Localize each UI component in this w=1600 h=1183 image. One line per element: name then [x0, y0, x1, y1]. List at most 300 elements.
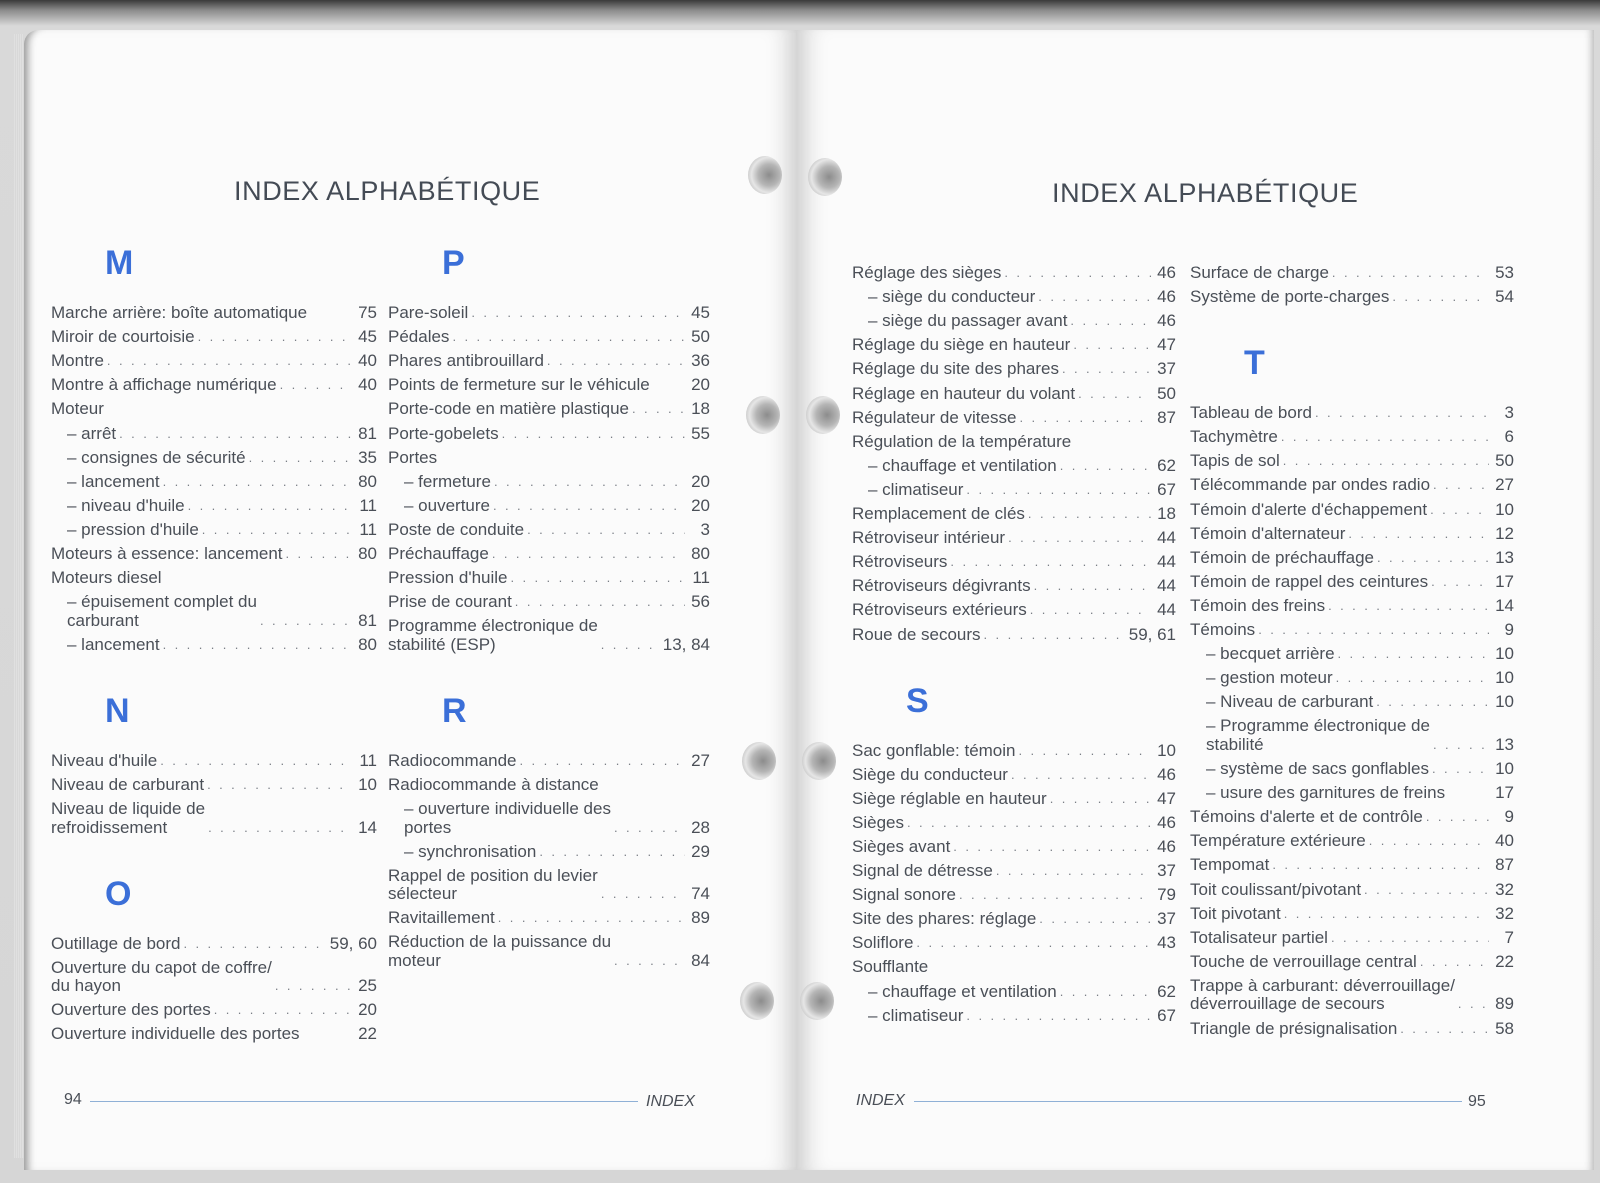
leader-dots — [208, 819, 352, 838]
entry-label: Marche arrière: boîte automatique — [51, 303, 308, 322]
entry-page: 87 — [1157, 407, 1176, 427]
entry-label: Ouverture du capot de coffre/ du hayon — [51, 957, 272, 996]
index-entry — [852, 553, 1176, 572]
index-entry — [1190, 452, 1514, 471]
leader-dots — [1420, 953, 1489, 972]
leader-dots — [953, 838, 1151, 857]
entry-label: Porte-gobelets — [388, 423, 499, 443]
leader-dots — [502, 425, 685, 444]
index-entry — [51, 304, 377, 323]
entry-label: Siège du conducteur — [852, 764, 1008, 784]
leader-dots — [601, 636, 660, 655]
leader-dots — [498, 909, 685, 928]
entry-page: 46 — [1157, 836, 1176, 856]
index-entry — [1190, 428, 1514, 447]
index-entry — [852, 264, 1176, 283]
leader-dots — [198, 328, 352, 347]
entry-page: 3 — [1504, 403, 1514, 423]
index-entry — [388, 776, 710, 795]
index-entry — [852, 433, 1176, 452]
entry-label: Sièges avant — [852, 836, 951, 856]
entry-page: 44 — [1157, 600, 1176, 620]
entry-label: – siège du passager avant — [868, 311, 1068, 331]
entry-label: Pression d'huile — [388, 568, 508, 588]
index-entry — [67, 497, 377, 516]
entry-page: 35 — [358, 447, 377, 467]
entry-label: – climatiseur — [868, 479, 964, 499]
leader-dots — [119, 425, 352, 444]
binder-hole — [748, 156, 782, 194]
entry-page: 45 — [358, 327, 377, 347]
entry-label: Porte-code en matière plastique — [388, 399, 629, 419]
entry-page: 87 — [1495, 855, 1514, 875]
binder-hole — [808, 158, 842, 196]
entry-page: 3 — [700, 519, 710, 539]
index-entry — [1206, 760, 1514, 779]
entry-page: 46 — [1157, 287, 1176, 307]
footer-rule — [914, 1101, 1462, 1102]
index-entry — [852, 958, 1176, 977]
entry-page: 50 — [1157, 383, 1176, 403]
entry-label: Signal de détresse — [852, 861, 993, 880]
entry-page: 50 — [1495, 451, 1514, 471]
entry-label: Moteurs à essence: lancement — [51, 544, 283, 563]
leader-dots — [1377, 549, 1489, 568]
index-entry — [1190, 404, 1514, 423]
index-entry — [852, 838, 1176, 857]
entry-page: 47 — [1157, 335, 1176, 355]
leader-dots — [1430, 501, 1489, 520]
section-letter: M — [105, 244, 134, 282]
entry-page: 32 — [1495, 903, 1514, 923]
leader-dots — [1315, 404, 1489, 423]
entry-page: 10 — [1495, 692, 1514, 712]
entry-label: Trappe à carburant: déverrouillage/ déverrouillage de secours — [1190, 975, 1455, 1014]
index-entry — [1206, 645, 1514, 664]
footer-rule — [90, 1101, 638, 1102]
entry-page: 10 — [1495, 644, 1514, 664]
section-letter: O — [105, 874, 132, 913]
binder-hole — [806, 396, 840, 434]
index-entry — [852, 742, 1176, 761]
entry-page: 56 — [691, 592, 710, 612]
index-entry — [51, 1025, 377, 1044]
binder-hole — [746, 396, 780, 434]
leader-dots — [996, 862, 1151, 881]
leader-dots — [984, 626, 1126, 645]
leader-dots — [493, 497, 685, 516]
index-entry — [852, 790, 1176, 809]
leader-dots — [1060, 457, 1151, 476]
leader-dots — [1060, 983, 1151, 1002]
entry-page: 14 — [1495, 595, 1514, 615]
leader-dots — [614, 952, 685, 971]
section-letter: P — [442, 244, 465, 282]
leader-dots — [1433, 736, 1489, 755]
entry-label: Soufflante — [852, 957, 929, 977]
entry-label: – siège du conducteur — [868, 287, 1036, 307]
leader-dots — [1039, 910, 1151, 929]
entry-label: – ouverture — [404, 495, 490, 515]
leader-dots — [1364, 881, 1489, 900]
entry-page: 67 — [1157, 1005, 1176, 1025]
index-entry — [67, 425, 377, 444]
entry-page: 50 — [691, 327, 710, 347]
leader-dots — [1281, 428, 1489, 447]
entry-label: – usure des garnitures de freins — [1206, 783, 1446, 803]
index-entry — [1190, 573, 1514, 592]
index-entry — [1190, 1020, 1514, 1039]
index-entry — [1190, 525, 1514, 544]
index-entry — [852, 601, 1176, 620]
leader-dots — [1008, 529, 1151, 548]
page-title: INDEX ALPHABÉTIQUE — [234, 176, 541, 206]
index-entry — [388, 569, 710, 588]
entry-label: – climatiseur — [868, 1005, 964, 1025]
entry-page: 9 — [1504, 807, 1514, 827]
leader-dots — [471, 304, 685, 323]
leader-dots — [1011, 766, 1151, 785]
leader-dots — [1328, 597, 1489, 616]
leader-dots — [1070, 312, 1151, 331]
entry-label: – fermeture — [404, 471, 491, 491]
leader-dots — [1331, 929, 1489, 948]
entry-page: 10 — [1157, 740, 1176, 760]
leader-dots — [1432, 760, 1489, 779]
binder-hole — [742, 742, 776, 780]
index-entry — [388, 752, 710, 771]
leader-dots — [280, 376, 352, 395]
index-entry — [1190, 953, 1514, 972]
entry-label: – gestion moteur — [1206, 668, 1333, 688]
leader-dots — [510, 569, 685, 588]
index-entry — [1190, 501, 1514, 520]
entry-label: Rappel de position du levier sélecteur — [388, 865, 598, 904]
leader-dots — [1050, 790, 1151, 809]
entry-page: 14 — [358, 817, 377, 837]
entry-label: Signal sonore — [852, 885, 956, 905]
entry-label: Tableau de bord — [1190, 403, 1312, 423]
index-entry — [388, 449, 710, 468]
leader-dots — [527, 521, 685, 540]
index-entry — [51, 545, 377, 564]
leader-dots — [1038, 288, 1151, 307]
leader-dots — [1078, 385, 1151, 404]
leader-dots — [1332, 264, 1489, 283]
entry-label: Triangle de présignalisation — [1190, 1018, 1398, 1038]
index-entry — [1190, 832, 1514, 851]
leader-dots — [1004, 264, 1151, 283]
entry-label: – consignes de sécurité — [67, 447, 246, 467]
entry-label: Réglage des sièges — [852, 263, 1002, 282]
entry-label: Réduction de la puissance du moteur — [388, 932, 612, 970]
index-entry — [1190, 549, 1514, 568]
page-number: 95 — [1468, 1093, 1486, 1110]
leader-dots — [163, 636, 352, 655]
index-entry — [1190, 264, 1514, 283]
entry-page: 67 — [1157, 479, 1176, 499]
leader-dots — [614, 819, 685, 838]
index-entry — [868, 312, 1176, 331]
entry-label: Témoin d'alternateur — [1190, 523, 1346, 543]
leader-dots — [188, 497, 352, 516]
index-entry — [1190, 621, 1514, 640]
entry-page: 55 — [691, 423, 710, 443]
section-letter: R — [442, 691, 467, 730]
entry-label: Régulation de la température — [852, 431, 1072, 451]
leader-dots — [1030, 601, 1151, 620]
leader-dots — [1062, 360, 1151, 379]
index-entry — [868, 983, 1176, 1002]
index-entry — [1190, 808, 1514, 827]
entry-page: 28 — [691, 817, 710, 837]
entry-label: Radiocommande à distance — [388, 774, 599, 794]
leader-dots — [1073, 336, 1151, 355]
entry-page: 47 — [1157, 788, 1176, 808]
leader-dots — [1433, 476, 1489, 495]
leader-dots — [907, 814, 1151, 833]
entry-label: Roue de secours — [852, 624, 981, 644]
entry-page: 46 — [1157, 764, 1176, 784]
leader-dots — [1019, 742, 1152, 761]
entry-page: 20 — [358, 1000, 377, 1020]
entry-label: Points de fermeture sur le véhicule — [388, 375, 650, 395]
entry-page: 54 — [1495, 287, 1514, 307]
index-entry — [388, 933, 710, 970]
index-entry — [404, 497, 710, 516]
entry-label: Radiocommande — [388, 750, 517, 770]
entry-label: Toit pivotant — [1190, 903, 1281, 923]
entry-label: Touche de verrouillage central — [1190, 951, 1417, 971]
entry-page: 20 — [691, 375, 710, 395]
entry-page: 17 — [1495, 783, 1514, 803]
entry-page: 7 — [1504, 927, 1514, 947]
entry-label: Témoin de préchauffage — [1190, 547, 1374, 567]
entry-label: Poste de conduite — [388, 519, 525, 539]
index-entry — [1206, 717, 1514, 754]
entry-label: – niveau d'huile — [67, 495, 185, 515]
entry-page: 29 — [691, 841, 710, 861]
leader-dots — [1283, 452, 1489, 471]
entry-label: Siège réglable en hauteur — [852, 788, 1047, 808]
binder-hole — [740, 982, 774, 1020]
index-entry — [388, 909, 710, 928]
leader-dots — [1376, 693, 1489, 712]
leader-dots — [966, 481, 1151, 500]
entry-page: 37 — [1157, 909, 1176, 929]
entry-label: Réglage du siège en hauteur — [852, 335, 1071, 355]
leader-dots — [107, 352, 352, 371]
entry-page: 6 — [1504, 427, 1514, 447]
leader-dots — [1458, 995, 1489, 1014]
index-entry — [51, 1001, 377, 1020]
index-entry — [388, 867, 710, 904]
entry-label: Ouverture des portes — [51, 1000, 211, 1020]
entry-page: 84 — [691, 950, 710, 970]
entry-label: Toit coulissant/pivotant — [1190, 879, 1362, 899]
entry-page: 22 — [1495, 951, 1514, 971]
index-entry — [388, 593, 710, 612]
entry-label: Phares antibrouillard — [388, 351, 544, 371]
binder-hole — [800, 982, 834, 1020]
entry-label: Portes — [388, 447, 438, 467]
index-entry — [852, 886, 1176, 905]
index-entry — [852, 409, 1176, 428]
index-entry — [388, 304, 710, 323]
index-entry — [67, 521, 377, 540]
leader-dots — [275, 977, 352, 996]
page-title: INDEX ALPHABÉTIQUE — [1052, 178, 1359, 208]
index-entry — [388, 521, 710, 540]
index-entry — [852, 934, 1176, 953]
index-entry — [67, 473, 377, 492]
leader-dots — [520, 752, 685, 771]
index-entry — [852, 360, 1176, 379]
leader-dots — [959, 886, 1151, 905]
leader-dots — [547, 352, 685, 371]
entry-page: 40 — [358, 375, 377, 395]
index-entry — [67, 449, 377, 468]
entry-label: Totalisateur partiel — [1190, 927, 1328, 947]
entry-label: Système de porte-charges — [1190, 287, 1390, 307]
index-entry — [852, 529, 1176, 548]
entry-page: 62 — [1157, 981, 1176, 1001]
entry-page: 58 — [1495, 1018, 1514, 1038]
entry-page: 44 — [1157, 576, 1176, 596]
entry-label: Site des phares: réglage — [852, 909, 1037, 929]
entry-label: Remplacement de clés — [852, 504, 1025, 523]
entry-page: 18 — [691, 399, 710, 419]
leader-dots — [1284, 905, 1489, 924]
entry-label: – chauffage et ventilation — [868, 981, 1057, 1001]
index-entry — [852, 814, 1176, 833]
entry-label: Montre — [51, 351, 104, 371]
index-entry — [388, 617, 710, 654]
footer-label: INDEX — [856, 1092, 905, 1109]
page-number: 94 — [64, 1091, 82, 1108]
entry-label: Ravitaillement — [388, 908, 495, 928]
index-entry — [388, 328, 710, 347]
index-entry — [51, 376, 377, 395]
entry-page: 13, 84 — [662, 634, 710, 654]
index-entry — [388, 376, 710, 395]
index-entry — [852, 505, 1176, 524]
entry-label: – becquet arrière — [1206, 644, 1335, 664]
index-entry — [852, 626, 1176, 645]
index-entry — [868, 457, 1176, 476]
leader-dots — [160, 752, 352, 771]
entry-page: 37 — [1157, 861, 1176, 880]
entry-page: 11 — [359, 519, 377, 539]
leader-dots — [950, 553, 1151, 572]
entry-label: Témoin des freins — [1190, 595, 1326, 615]
index-entry — [404, 473, 710, 492]
index-entry — [67, 593, 377, 630]
leader-dots — [163, 473, 352, 492]
entry-page: 20 — [691, 471, 710, 491]
entry-page: 80 — [358, 544, 377, 563]
entry-page: 81 — [358, 423, 377, 443]
index-entry — [67, 636, 377, 655]
entry-page: 10 — [1495, 668, 1514, 688]
entry-page: 27 — [1495, 475, 1514, 495]
leader-dots — [1338, 645, 1489, 664]
index-entry — [388, 425, 710, 444]
index-entry — [388, 352, 710, 371]
entry-label: Surface de charge — [1190, 263, 1329, 282]
leader-dots — [966, 1007, 1151, 1026]
entry-label: Miroir de courtoisie — [51, 327, 195, 347]
index-entry — [852, 910, 1176, 929]
index-entry — [51, 400, 377, 419]
entry-label: Montre à affichage numérique — [51, 375, 277, 395]
entry-label: Prise de courant — [388, 592, 512, 612]
entry-label: Soliflore — [852, 933, 914, 953]
entry-page: 43 — [1157, 933, 1176, 953]
entry-page: 10 — [358, 774, 377, 794]
entry-label: – pression d'huile — [67, 519, 199, 539]
entry-page: 40 — [358, 351, 377, 371]
entry-page: 11 — [359, 495, 377, 515]
index-entry — [1190, 977, 1514, 1014]
left-page — [24, 30, 796, 1170]
entry-label: – épuisement complet du carburant — [67, 592, 257, 630]
entry-label: Sac gonflable: témoin — [852, 740, 1016, 760]
leader-dots — [286, 545, 352, 564]
entry-label: – synchronisation — [404, 841, 537, 861]
index-entry — [51, 328, 377, 347]
entry-page: 89 — [1495, 994, 1514, 1014]
index-entry — [1190, 476, 1514, 495]
index-entry — [51, 959, 377, 996]
index-entry — [868, 1007, 1176, 1026]
entry-label: Rétroviseurs dégivrants — [852, 576, 1031, 596]
leader-dots — [539, 843, 685, 862]
index-entry — [1206, 784, 1514, 803]
index-entry — [404, 843, 710, 862]
entry-page: 10 — [1495, 759, 1514, 778]
leader-dots — [214, 1001, 352, 1020]
section-letter: T — [1244, 344, 1265, 383]
index-entry — [1206, 693, 1514, 712]
leader-dots — [601, 885, 685, 904]
entry-page: 12 — [1495, 523, 1514, 543]
index-entry — [1190, 881, 1514, 900]
index-entry — [51, 352, 377, 371]
entry-page: 36 — [691, 351, 710, 371]
entry-page: 27 — [691, 750, 710, 770]
entry-label: Sièges — [852, 812, 904, 832]
index-entry — [852, 766, 1176, 785]
index-entry — [51, 776, 377, 795]
leader-dots — [632, 400, 685, 419]
entry-label: Réglage du site des phares — [852, 359, 1059, 379]
entry-label: Témoin de rappel des ceintures — [1190, 571, 1429, 591]
leader-dots — [249, 449, 352, 468]
leader-dots — [1431, 573, 1489, 592]
index-entry — [51, 800, 377, 837]
entry-page: 75 — [358, 303, 377, 322]
leader-dots — [1348, 525, 1489, 544]
entry-label: Rétroviseur intérieur — [852, 528, 1006, 548]
entry-label: Tapis de sol — [1190, 451, 1280, 471]
leader-dots — [494, 473, 685, 492]
entry-label: – Programme électronique de stabilité — [1206, 716, 1430, 754]
entry-label: Moteurs diesel — [51, 568, 162, 588]
entry-page: 81 — [358, 610, 377, 630]
entry-page: 44 — [1157, 552, 1176, 572]
entry-page: 62 — [1157, 455, 1176, 475]
